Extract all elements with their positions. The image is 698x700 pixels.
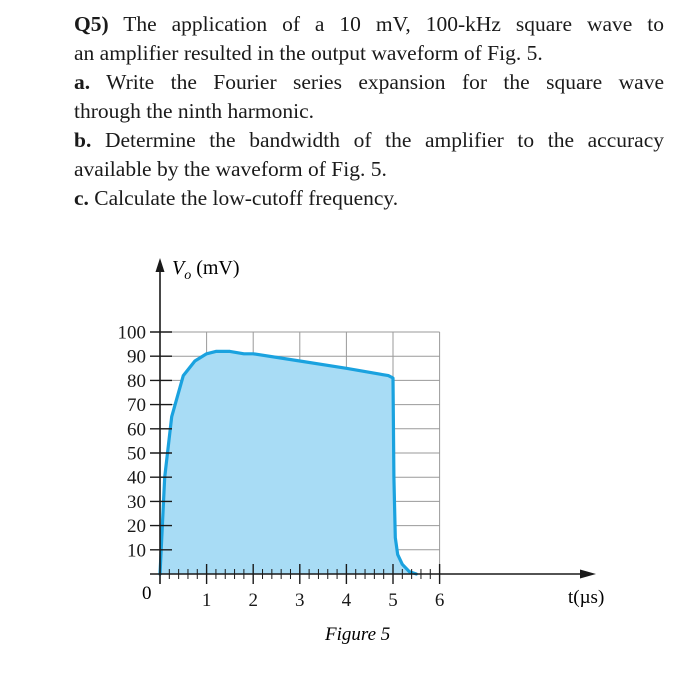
x-axis-label: t(µs) <box>568 587 605 608</box>
figure-caption: Figure 5 <box>325 624 391 645</box>
waveform-area <box>160 351 416 574</box>
origin-label: 0 <box>142 583 152 604</box>
x-tick-label: 4 <box>341 590 352 611</box>
y-tick-label: 50 <box>127 443 146 465</box>
y-tick-label: 30 <box>127 491 146 513</box>
y-axis-label-subscript: o <box>184 268 192 283</box>
part-b-label: b. <box>74 128 92 152</box>
y-tick-label: 20 <box>127 516 146 538</box>
part-a-text: Write the Fourier series expansion for the square wave <box>90 70 664 94</box>
question-number: Q5) <box>74 12 109 36</box>
y-tick-label: 100 <box>117 322 146 344</box>
y-tick-label: 60 <box>127 419 146 441</box>
part-c-label: c. <box>74 186 89 210</box>
y-axis-arrow <box>156 258 165 272</box>
part-a-label: a. <box>74 70 91 94</box>
x-tick-label: 3 <box>295 590 305 611</box>
y-tick-label: 10 <box>127 540 146 562</box>
part-c-text: Calculate the low-cutoff frequency. <box>88 186 399 210</box>
part-b-text-cont: available by the waveform of Fig. 5. <box>74 157 387 181</box>
y-axis-label <box>172 257 240 283</box>
y-tick-label: 40 <box>127 467 146 489</box>
x-tick-label: 2 <box>248 590 258 611</box>
y-axis-label-symbol: V <box>172 257 185 279</box>
question-intro-cont: an amplifier resulted in the output waveform of Fig. 5. <box>74 41 543 65</box>
x-tick-label: 1 <box>201 590 212 611</box>
y-tick-label: 90 <box>127 346 146 368</box>
part-a-text-cont: through the ninth harmonic. <box>74 99 315 123</box>
x-axis-arrow <box>580 570 596 579</box>
y-axis-label-unit: (mV) <box>196 257 240 279</box>
part-b-text: Determine the bandwidth of the amplifier to the accuracy <box>91 128 664 152</box>
y-tick-label: 70 <box>127 395 146 417</box>
x-tick-label: 5 <box>388 590 398 611</box>
y-tick-label: 80 <box>127 370 146 392</box>
x-tick-label: 6 <box>434 590 445 611</box>
question-intro: The application of a 10 mV, 100-kHz square wave to <box>108 12 664 36</box>
